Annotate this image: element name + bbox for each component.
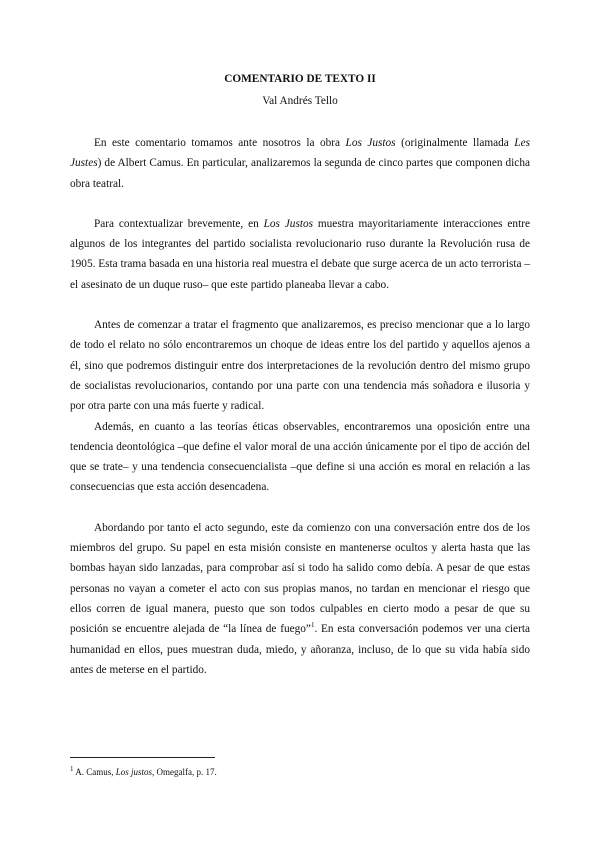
footnote-separator: [70, 757, 215, 758]
footnote-book-title: Los justos: [115, 767, 153, 777]
document-title: COMENTARIO DE TEXTO II: [224, 73, 376, 85]
book-title: Los Justos: [263, 217, 314, 230]
footnote-marker: 1: [70, 765, 74, 773]
footnote-reference[interactable]: 1: [310, 621, 315, 630]
book-title-original: Les Justes: [70, 137, 530, 170]
footnote: [70, 766, 530, 778]
text-run: Abordando por tanto el acto segundo, este da comienzo con una conversación entre dos de los miembros del grupo. Su papel en esta misión consiste en mantenerse ocultos y alerta hasta que las bombas hayan sido lanzadas, para comprobar así si todo ha salido como debía. A pesar de que estas personas no vayan a cometer el acto con sus propias manos, no tardan en mencionar el riesgo que ellos corren de igual manera, puesto que son todos culpables en cierto modo a pesar de que su posición se encuentre alejada de “la línea de fuego”: [70, 521, 530, 636]
text-run: , Omegalfa, p. 17.: [152, 767, 217, 777]
text-run: En este comentario tomamos ante nosotros la obra: [94, 137, 346, 149]
book-title: Los Justos: [345, 137, 396, 149]
paragraph-2: [70, 214, 530, 295]
text-run: Para contextualizar brevemente, en: [94, 217, 264, 230]
paragraph-1: [70, 133, 530, 194]
document-body: [70, 133, 530, 680]
text-run: ) de Albert Camus. En particular, analizaremos la segunda de cinco partes que componen dicha obra teatral.: [70, 157, 530, 190]
paragraph-5: [70, 518, 530, 680]
text-run: muestra mayoritariamente interacciones entre algunos de los integrantes del partido socialista revolucionario ruso durante la Revolución rusa de 1905. Esta trama basada en una historia real muestra el debate que surge acerca de un acto terrorista –el asesinato de un duque ruso– que este partido planeaba llevar a cabo.: [70, 217, 530, 291]
text-run: A. Camus,: [73, 767, 116, 777]
text-run: . En esta conversación podemos ver una cierta humanidad en ellos, pues muestran duda, miedo, y añoranza, incluso, de lo que su vida había sido antes de meterse en el partido.: [70, 623, 530, 676]
paragraph-3: Antes de comenzar a tratar el fragmento que analizaremos, es preciso mencionar que a lo largo de todo el relato no sólo encontraremos un choque de ideas entre los del partido y aquellos ajenos a él, sino que podremos distinguir entre dos interpretaciones de la revolución dentro del mismo grupo de socialistas revolucionarios, contando por una parte con una tendencia más soñadora e ilusoria y por otra parte con una más fuerte y radical.: [70, 319, 530, 413]
text-run: (originalmente llamada: [395, 137, 515, 149]
document-author: Val Andrés Tello: [262, 95, 338, 107]
paragraph-4: Además, en cuanto a las teorías éticas observables, encontraremos una oposición entre una tendencia deontológica –que define el valor moral de una acción únicamente por el tipo de acción del que se trate– y una tendencia consecuencialista –que define si una acción es moral en relación a las consecuencias que esta acción desencadena.: [70, 420, 530, 494]
